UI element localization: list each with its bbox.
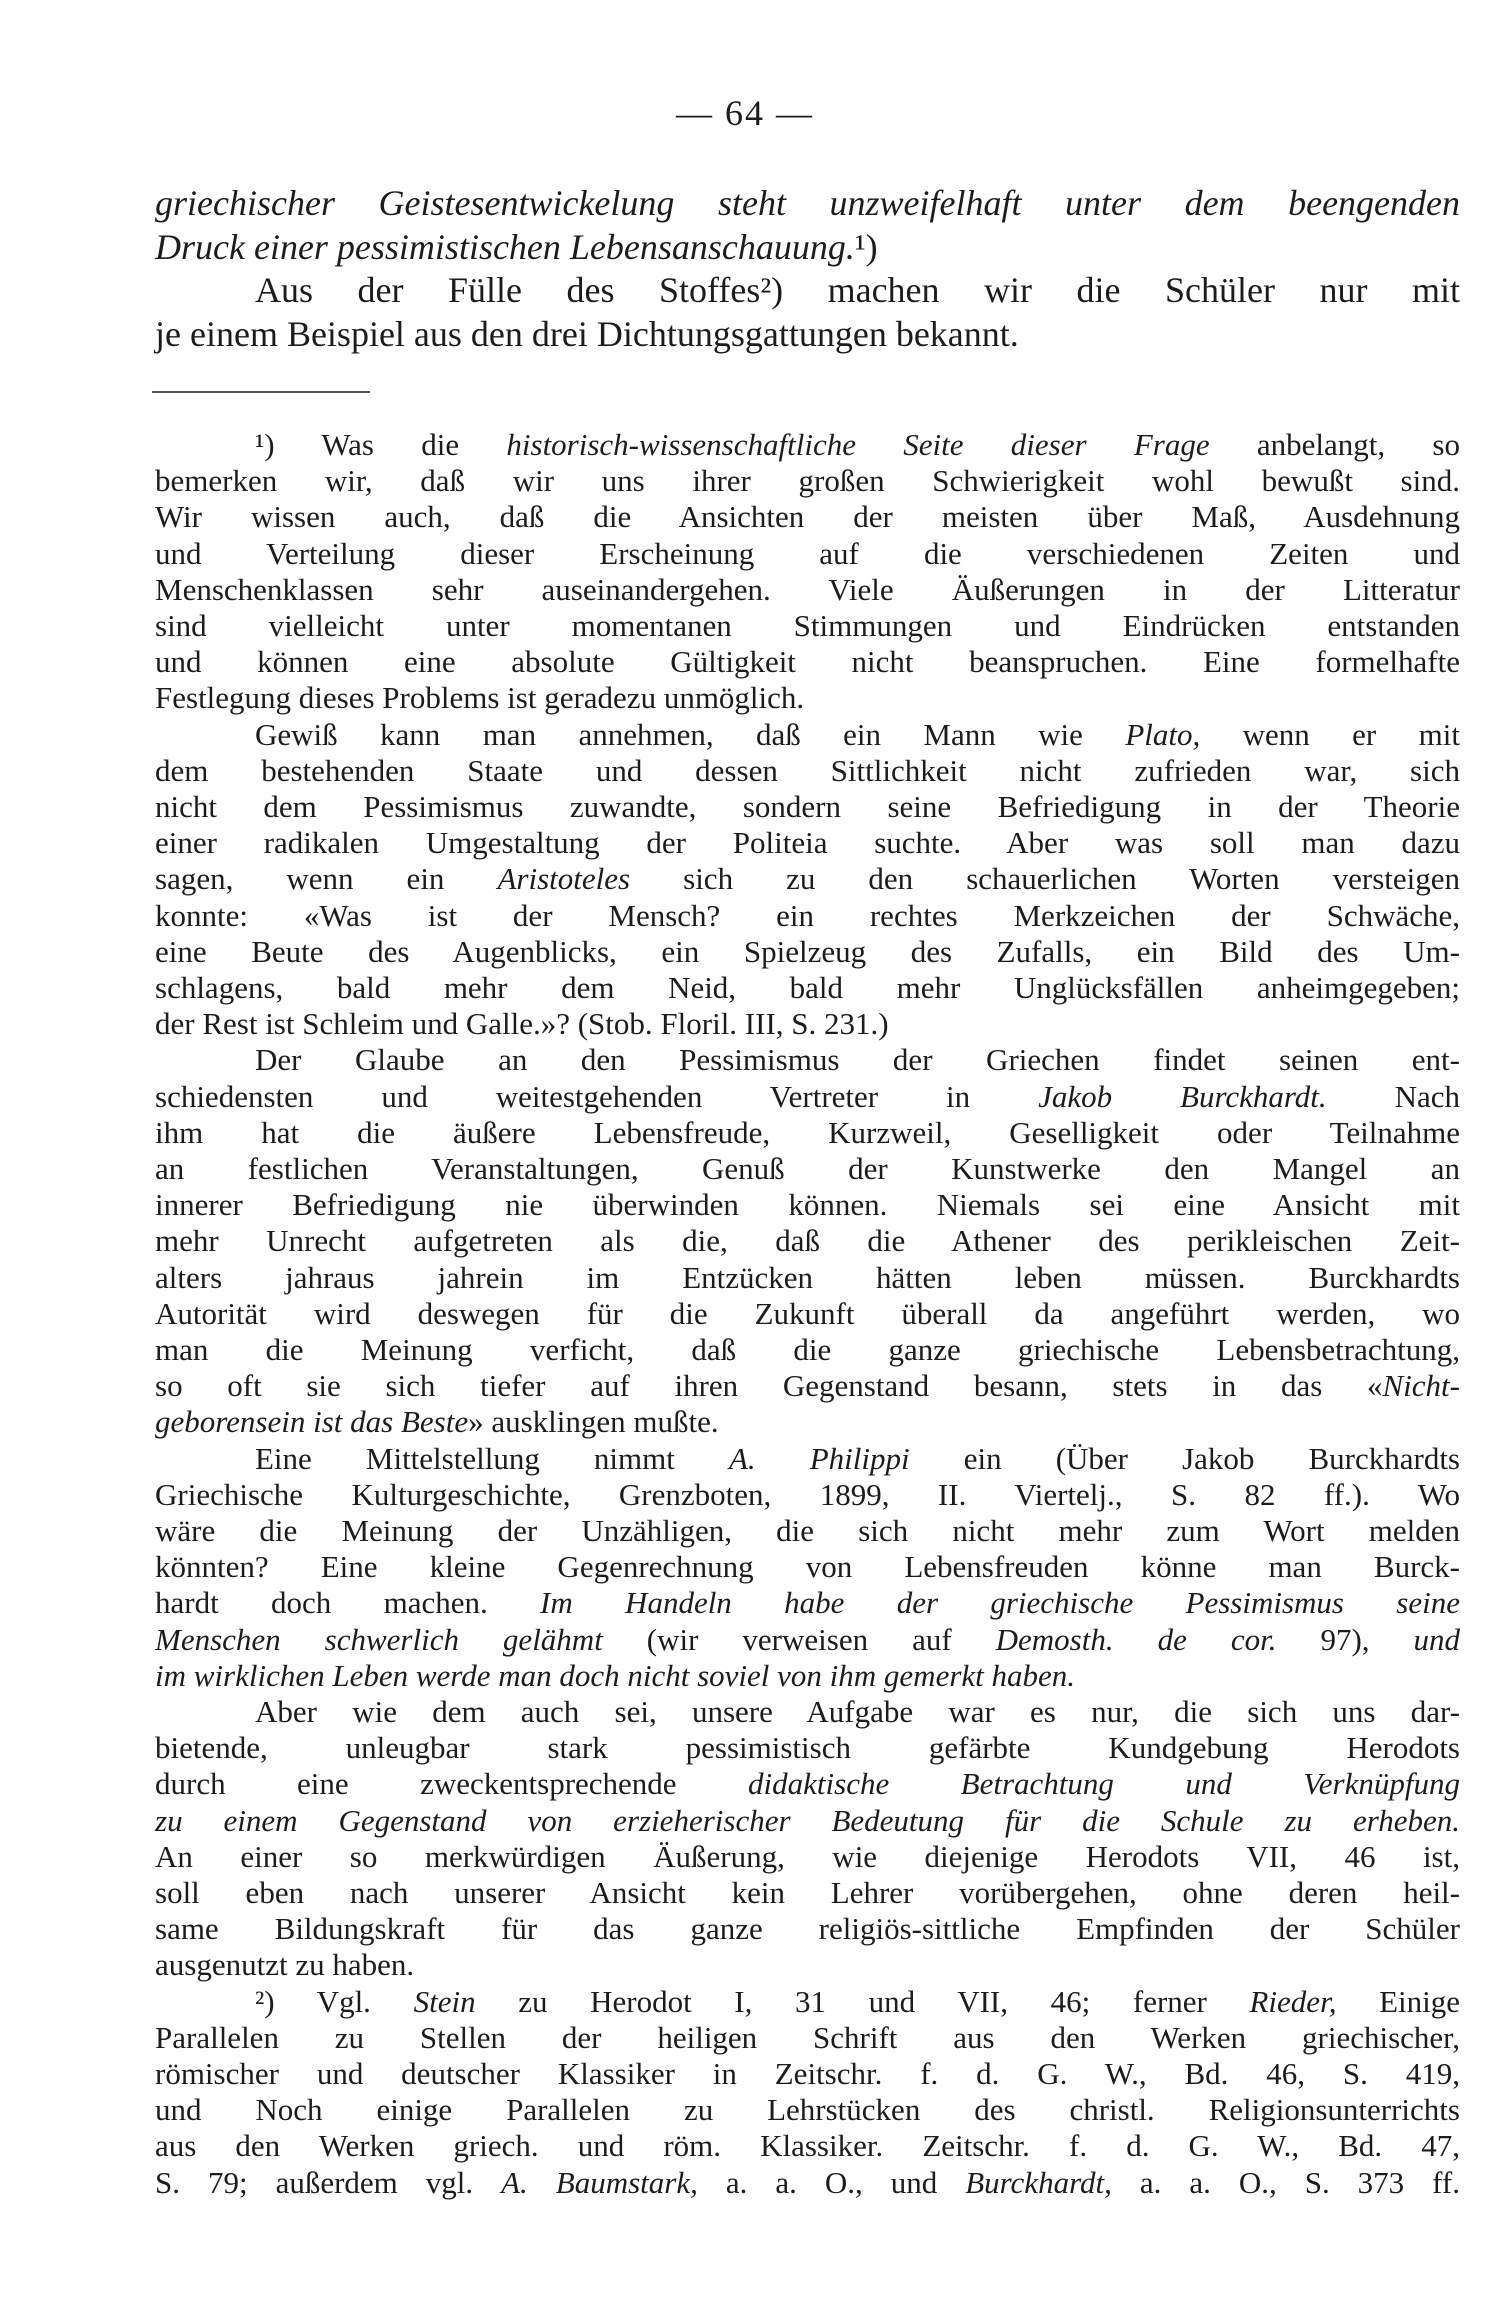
- footnote-line: [155, 1623, 1460, 1657]
- footnote-separator-rule: [152, 391, 370, 393]
- italic-text: didaktische Betrachtung und Verknüpfung: [748, 1766, 1460, 1802]
- text-span: (wir verweisen auf: [602, 1621, 996, 1657]
- footnote-line: [155, 862, 1460, 896]
- text-span: innerer Befriedigung nie überwinden können. Niemals sei eine Ansicht mit: [155, 1187, 1460, 1223]
- footnote-line: [155, 1767, 1460, 1801]
- text-span: bemerken wir, daß wir uns ihrer großen Schwierigkeit wohl bewußt sind.: [155, 463, 1460, 499]
- footnote-line: [255, 1043, 1460, 1077]
- footnote-line: [155, 2021, 1460, 2055]
- text-span: ein (Über Jakob Burckhardts: [909, 1440, 1460, 1476]
- text-span: ²) Vgl.: [255, 1983, 414, 2019]
- text-span: wäre die Meinung der Unzähligen, die sich nicht mehr zum Wort melden: [155, 1513, 1460, 1548]
- footnote-line: [155, 1804, 1460, 1838]
- footnote-line: [155, 681, 1460, 715]
- footnote-line: [155, 645, 1460, 679]
- text-span: 97),: [1276, 1621, 1414, 1657]
- text-span: a. a. O., S. 373 ff.: [1111, 2164, 1460, 2200]
- italic-text: historisch-wissenschaftliche Seite dieser Frage: [506, 427, 1210, 462]
- footnote-line: [155, 1478, 1460, 1512]
- text-span: und Verteilung dieser Erscheinung auf die verschiedenen Zeiten und: [155, 535, 1460, 571]
- footnote-line: [155, 1948, 1460, 1982]
- footnote-line: [155, 826, 1460, 860]
- text-span: sich zu den schauerlichen Worten versteigen: [630, 861, 1460, 897]
- text-span: bietende, unleugbar stark pessimistisch gefärbte Kundgebung Herodots: [155, 1730, 1460, 1766]
- italic-text: Jakob Burckhardt.: [1038, 1078, 1327, 1114]
- footnote-line: [255, 718, 1460, 752]
- footnote-line: [155, 971, 1460, 1005]
- footnote-line: [155, 1405, 1460, 1439]
- text-line: [155, 183, 1460, 223]
- footnote-line: [155, 1297, 1460, 1331]
- footnote-line: [155, 1116, 1460, 1150]
- footnote-line: [155, 464, 1460, 498]
- footnote-line: [155, 754, 1460, 788]
- text-span: same Bildungskraft für das ganze religiös-sittliche Empfinden der Schüler: [155, 1911, 1460, 1947]
- footnote-line: [155, 1333, 1460, 1367]
- text-span: Aus der Fülle des Stoffes²) machen wir die Schüler nur mit: [255, 270, 1460, 310]
- footnote-line: [155, 1369, 1460, 1403]
- footnote-line: [255, 1695, 1460, 1729]
- text-span: Der Glaube an den Pessimismus der Griechen findet seinen ent-: [255, 1042, 1460, 1078]
- text-span: der Rest ist Schleim und Galle.»? (Stob. Floril. III, S. 231.): [155, 1006, 889, 1042]
- text-span: dem bestehenden Staate und dessen Sittlichkeit nicht zufrieden war, sich: [155, 752, 1460, 788]
- text-span: An einer so merkwürdigen Äußerung, wie diejenige Herodots VII, 46 ist,: [155, 1838, 1460, 1874]
- text-span: konnte: «Was ist der Mensch? ein rechtes Merkzeichen der Schwäche,: [155, 897, 1460, 933]
- footnote-line: [155, 1876, 1460, 1910]
- text-span: eine Beute des Augenblicks, ein Spielzeug des Zufalls, ein Bild des Um-: [155, 933, 1460, 969]
- italic-text: Rieder,: [1249, 1983, 1337, 2019]
- text-span: Nach: [1326, 1078, 1460, 1114]
- footnote-line: [155, 1840, 1460, 1874]
- text-span: und Noch einige Parallelen zu Lehrstücken des christl. Religionsunterrichts: [155, 2092, 1460, 2128]
- text-span: sind vielleicht unter momentanen Stimmungen und Eindrücken entstanden: [155, 608, 1460, 643]
- footnote-line: [155, 899, 1460, 933]
- text-span: Eine Mittelstellung nimmt: [255, 1440, 729, 1476]
- text-span: a. a. O., und: [697, 2164, 966, 2200]
- text-span: schlagens, bald mehr dem Neid, bald mehr Unglücksfällen anheimgegeben;: [155, 970, 1460, 1005]
- footnote-line: [155, 1550, 1460, 1584]
- footnote-line: [155, 935, 1460, 969]
- text-line: [155, 227, 1460, 267]
- footnote-line: [155, 500, 1460, 534]
- italic-text: Druck einer pessimistischen Lebensanschauung.: [155, 226, 855, 267]
- text-line: [155, 314, 1460, 354]
- text-span: zu Herodot I, 31 und VII, 46; ferner: [475, 1983, 1250, 2019]
- italic-text: A. Baumstark,: [501, 2164, 698, 2200]
- footnote-line: [155, 2129, 1460, 2163]
- text-span: alters jahraus jahrein im Entzücken hätten leben müssen. Burckhardts: [155, 1259, 1460, 1295]
- italic-text: Burckhardt,: [965, 2164, 1112, 2200]
- text-span: S. 79; außerdem vgl.: [155, 2164, 502, 2200]
- text-span: nicht dem Pessimismus zuwandte, sondern seine Befriedigung in der Theorie: [155, 789, 1460, 824]
- italic-text: und: [1413, 1621, 1461, 1657]
- footnote-line: [155, 2057, 1460, 2091]
- text-span: und können eine absolute Gültigkeit nicht beanspruchen. Eine formelhafte: [155, 644, 1460, 680]
- italic-text: Im Handeln habe der griechische Pessimismus seine: [540, 1585, 1460, 1621]
- footnote-line: [155, 609, 1460, 643]
- text-span: ihm hat die äußere Lebensfreude, Kurzweil, Geselligkeit oder Teilnahme: [155, 1114, 1460, 1150]
- italic-text: zu einem Gegenstand von erzieherischer Bedeutung für die Schule zu erheben.: [155, 1802, 1460, 1838]
- footnote-line: [255, 1442, 1460, 1476]
- text-span: Griechische Kulturgeschichte, Grenzboten, 1899, II. Viertelj., S. 82 ff.). Wo: [155, 1476, 1460, 1512]
- text-span: je einem Beispiel aus den drei Dichtungsgattungen bekannt.: [155, 313, 1019, 354]
- text-span: mehr Unrecht aufgetreten als die, daß die Athener des perikleischen Zeit-: [155, 1223, 1460, 1259]
- footnote-line: [155, 1188, 1460, 1222]
- text-span: römischer und deutscher Klassiker in Zeitschr. f. d. G. W., Bd. 46, S. 419,: [155, 2056, 1460, 2091]
- text-span: durch eine zweckentsprechende: [155, 1766, 749, 1802]
- text-span: schiedensten und weitestgehenden Vertreter in: [155, 1078, 1039, 1114]
- page-number: — 64 —: [676, 93, 814, 133]
- text-span: Gewiß kann man annehmen, daß ein Mann wie: [255, 716, 1126, 752]
- italic-text: Nicht-: [1382, 1368, 1460, 1404]
- footnote-line: [155, 1224, 1460, 1258]
- footnote-line: [155, 1586, 1460, 1620]
- footnote-line: [155, 2093, 1460, 2127]
- italic-text: geborensein ist das Beste: [155, 1404, 469, 1440]
- text-span: wenn er mit: [1200, 716, 1460, 752]
- italic-text: griechischer Geistesentwickelung steht unzweifelhaft unter dem beengenden: [155, 183, 1460, 223]
- text-span: Menschenklassen sehr auseinandergehen. Viele Äußerungen in der Litteratur: [155, 571, 1460, 607]
- text-span: ¹) Was die: [255, 427, 507, 462]
- footnote-line: [155, 537, 1460, 571]
- text-span: Wir wissen auch, daß die Ansichten der meisten über Maß, Ausdehnung: [155, 499, 1460, 535]
- footnote-line: [155, 1659, 1460, 1693]
- footnote-line: [155, 1731, 1460, 1765]
- italic-text: Menschen schwerlich gelähmt: [155, 1621, 603, 1657]
- text-span: hardt doch machen.: [155, 1585, 541, 1621]
- text-span: ¹): [854, 226, 878, 267]
- text-span: einer radikalen Umgestaltung der Politeia suchte. Aber was soll man dazu: [155, 825, 1460, 861]
- footnote-line: [155, 573, 1460, 607]
- footnote-line: [155, 1080, 1460, 1114]
- footnote-line: [155, 1261, 1460, 1295]
- footnote-line: [155, 1152, 1460, 1186]
- italic-text: A. Philippi: [728, 1440, 910, 1476]
- text-span: an festlichen Veranstaltungen, Genuß der Kunstwerke den Mangel an: [155, 1151, 1460, 1186]
- footnote-line: [255, 1985, 1460, 2019]
- footnote-line: [155, 1007, 1460, 1041]
- italic-text: Stein: [413, 1983, 476, 2019]
- footnote-line: [155, 790, 1460, 824]
- text-span: sagen, wenn ein: [155, 861, 498, 897]
- footnote-line: [255, 428, 1460, 462]
- footnote-line: [155, 1912, 1460, 1946]
- text-span: Autorität wird deswegen für die Zukunft überall da angeführt werden, wo: [155, 1295, 1460, 1331]
- text-span: Einige: [1336, 1983, 1461, 2019]
- text-span: ausgenutzt zu haben.: [155, 1947, 415, 1983]
- footnote-line: [155, 1514, 1460, 1548]
- text-span: man die Meinung verficht, daß die ganze griechische Lebensbetrachtung,: [155, 1332, 1460, 1367]
- text-span: anbelangt, so: [1209, 427, 1460, 462]
- text-line: [255, 270, 1460, 310]
- text-span: aus den Werken griech. und röm. Klassiker. Zeitschr. f. d. G. W., Bd. 47,: [155, 2128, 1460, 2164]
- text-span: » ausklingen mußte.: [468, 1404, 719, 1440]
- text-span: Festlegung dieses Problems ist geradezu unmöglich.: [155, 680, 805, 716]
- italic-text: Aristoteles: [497, 861, 631, 897]
- text-span: so oft sie sich tiefer auf ihren Gegenstand besann, stets in das «: [155, 1368, 1383, 1404]
- text-span: könnten? Eine kleine Gegenrechnung von Lebensfreuden könne man Burck-: [155, 1549, 1460, 1585]
- italic-text: im wirklichen Leben werde man doch nicht soviel von ihm gemerkt haben.: [155, 1657, 1076, 1693]
- text-span: soll eben nach unserer Ansicht kein Lehrer vorübergehen, ohne deren heil-: [155, 1875, 1460, 1910]
- italic-text: Demosth. de cor.: [995, 1621, 1277, 1657]
- text-span: Parallelen zu Stellen der heiligen Schrift aus den Werken griechischer,: [155, 2019, 1460, 2055]
- text-span: Aber wie dem auch sei, unsere Aufgabe war es nur, die sich uns dar-: [255, 1694, 1460, 1729]
- italic-text: Plato,: [1125, 716, 1201, 752]
- footnote-line: [155, 2166, 1460, 2200]
